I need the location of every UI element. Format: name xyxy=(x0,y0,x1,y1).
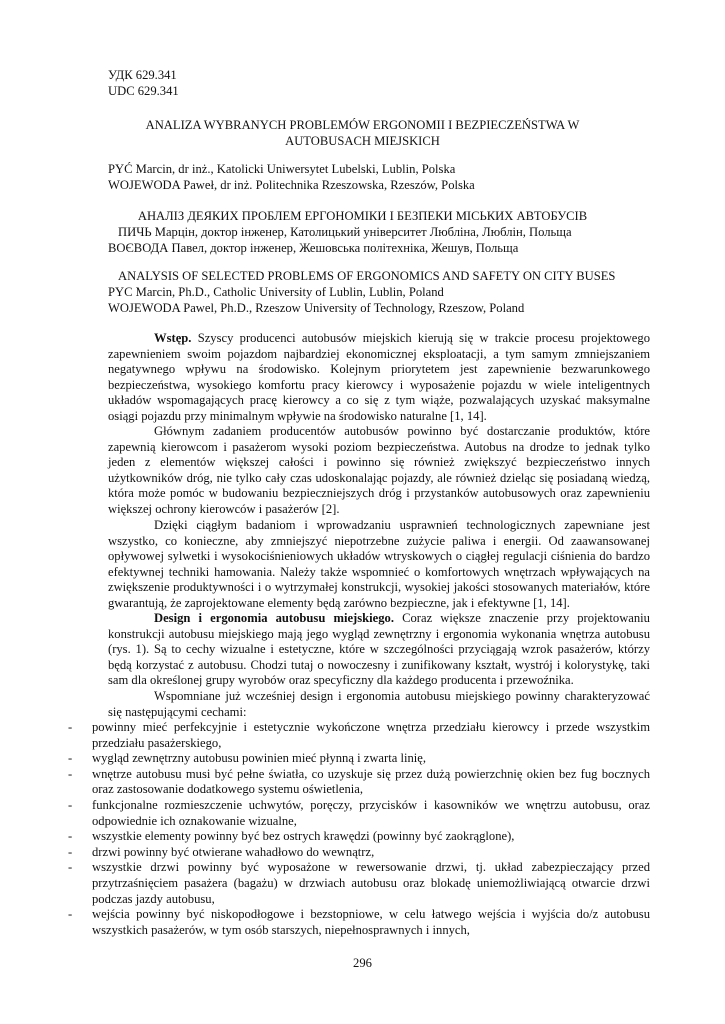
list-item xyxy=(68,845,650,861)
feature-list xyxy=(68,720,650,938)
title-pl-line-1: ANALIZA WYBRANYCH PROBLEMÓW ERGONOMII I BEZPIECZEŃSTWA W xyxy=(145,118,580,132)
paragraph-design xyxy=(108,611,650,689)
list-item-text: wygląd zewnętrzny autobusu powinien mieć płynną i zwarta linię, xyxy=(92,751,426,766)
bullet-dash: - xyxy=(68,844,73,859)
list-item-text: wszystkie drzwi powinny być wyposażone w rewersowanie drzwi, tj. układ zabezpieczający przed przytrzaśnięciem pasażera (bagażu) w drzwiach autobusu oraz blokadę uniemożliwiającą otwarcie drzwi podczas jazdy autobusu, xyxy=(92,860,650,906)
design-heading: Design i ergonomia autobusu miejskiego. xyxy=(154,611,394,625)
list-item xyxy=(68,860,650,907)
title-uk: АНАЛІЗ ДЕЯКИХ ПРОБЛЕМ ЕРГОНОМІКИ І БЕЗПЕКИ МІСЬКИХ АВТОБУСІВ xyxy=(137,209,588,223)
bullet-dash: - xyxy=(68,766,73,781)
bullet-dash: - xyxy=(68,829,73,844)
udc-uk: УДК 629.341 xyxy=(108,68,177,82)
author-en-1: PYC Marcin, Ph.D., Catholic University of Lublin, Lublin, Poland xyxy=(108,285,444,299)
author-uk-2: ВОЄВОДА Павел, доктор інженер, Жешовська політехніка, Жешув, Польща xyxy=(108,241,519,255)
author-pl-2: WOJEWODA Paweł, dr inż. Politechnika Rzeszowska, Rzeszów, Polska xyxy=(108,178,475,192)
list-item-text: wejścia powinny być niskopodłogowe i bezstopniowe, w celu łatwego wejścia i wyjścia do/z autobusu wszystkich pasażerów, w tym osób starszych, niepełnosprawnych i innych, xyxy=(92,907,650,937)
author-uk-1: ПИЧЬ Марцін, доктор інженер, Католицький університет Любліна, Люблін, Польща xyxy=(118,225,572,239)
paragraph-intro xyxy=(108,331,650,425)
bullet-dash: - xyxy=(68,720,73,734)
paragraph-5: Wspomniane już wcześniej design i ergonomia autobusu miejskiego powinny charakteryzować się następującymi cechami: xyxy=(108,689,650,719)
list-item-text: funkcjonalne rozmieszczenie uchwytów, poręczy, przycisków i kasowników we wnętrzu autobusu, oraz odpowiednie ich oznakowanie wizualne, xyxy=(92,797,650,828)
udc-en: UDC 629.341 xyxy=(108,84,179,98)
design-text: Coraz większe znaczenie przy projektowaniu konstrukcji autobusu miejskiego mają jego wygląd zewnętrzny i ergonomia wykonania wnętrza autobusu (rys. 1). Są to cechy wizualne i estetyczne, które w szczególności przyciągają wzrok pasażerów, którzy będą korzystać z autobusu. Chodzi tutaj o nowoczesny i zunifikowany kształt, wystrój i kolorystykę, taki sam dla określonej grupy wyrobów oraz specyficzny dla każdego producenta i przewoźnika. xyxy=(108,611,650,688)
author-en-2: WOJEWODA Pawel, Ph.D., Rzeszow University of Technology, Rzeszow, Poland xyxy=(108,301,525,315)
list-item-text: wszystkie elementy powinny być bez ostrych krawędzi (powinny być zaokrąglone), xyxy=(92,829,515,844)
list-item-text: drzwi powinny być otwierane wahadłowo do wewnątrz, xyxy=(92,844,375,859)
bullet-dash: - xyxy=(68,751,73,766)
list-item xyxy=(68,829,650,845)
author-pl-1: PYĆ Marcin, dr inż., Katolicki Uniwersytet Lubelski, Lublin, Polska xyxy=(108,162,456,176)
bullet-dash: - xyxy=(68,797,73,812)
list-item-text: wnętrze autobusu musi być pełne światła, co uzyskuje się przez dużą powierzchnię okien bez fug bocznych oraz zastosowanie dodatkowego systemu oświetlenia, xyxy=(92,766,650,797)
list-item xyxy=(68,720,650,751)
paragraph-2: Głównym zadaniem producentów autobusów powinno być dostarczanie produktów, które zapewnią kierowcom i pasażerom wysoki poziom bezpieczeństwa. Autobus na drodze to jednak tylko jeden z elementów większej całości i powinno się również zwiększyć bezpieczeństwo innych użytkowników dróg, nie tylko cały czas udoskonalając pojazdy, ale również dzieląc się posiadaną wiedzą, która może pomóc w budowaniu bezpieczniejszych dróg i przystanków autobusowych oraz zapewnieniu większej ochrony kierowców i pasażerów [2]. xyxy=(108,424,650,516)
intro-heading: Wstęp. xyxy=(154,331,192,345)
paragraph-3: Dzięki ciągłym badaniom i wprowadzaniu usprawnień technologicznych zapewniane jest wszystko, co konieczne, aby zmniejszyć niepotrzebne zużycie paliwa i energii. Od zaawansowanej opływowej sylwetki i wysokociśnieniowych układów wtryskowych o ciągłej regulacji ciśnienia do bardzo efektywnej techniki hamowania. Należy także wspomnieć o komfortowych wnętrzach wpływających na zwiększenie produktywności i o wytrzymałej konstrukcji, wysokiej jakości stosowanych materiałów, które gwarantują, że zaprojektowane elementy będą zarówno bezpieczne, jak i efektywne [1, 14]. xyxy=(108,518,650,610)
bullet-dash: - xyxy=(68,860,73,875)
intro-text: Szyscy producenci autobusów miejskich kierują się w trakcie procesu projektowego zapewnieniem swoim pojazdom najbardziej ekonomicznej eksploatacji, a tym samym zmniejszaniem negatywnego wpływu na środowisko. Kolejnym priorytetem jest zapewnienie bezwarunkowego bezpieczeństwa, wysokiego komfortu pracy kierowcy i wyposażenie pojazdu w wiele inteligentnych układów wspomagających pracę kierowcy a co się z tym wiąże, pozwalających uzyskać maksymalne osiągi pojazdu przy minimalnym wpływie na środowisko naturalne [1, 14]. xyxy=(108,331,650,423)
list-item xyxy=(68,767,650,798)
page-number: 296 xyxy=(353,956,372,970)
bullet-dash: - xyxy=(68,907,73,922)
list-item xyxy=(68,798,650,829)
list-item xyxy=(68,907,650,938)
title-pl-line-2: AUTOBUSACH MIEJSKICH xyxy=(285,134,440,148)
list-item-text: powinny mieć perfekcyjnie i estetycznie wykończone wnętrza przedziału kierowcy i przede wszystkim przedziału pasażerskiego, xyxy=(92,720,650,750)
list-item xyxy=(68,751,650,767)
title-en: ANALYSIS OF SELECTED PROBLEMS OF ERGONOMICS AND SAFETY ON CITY BUSES xyxy=(118,269,616,283)
